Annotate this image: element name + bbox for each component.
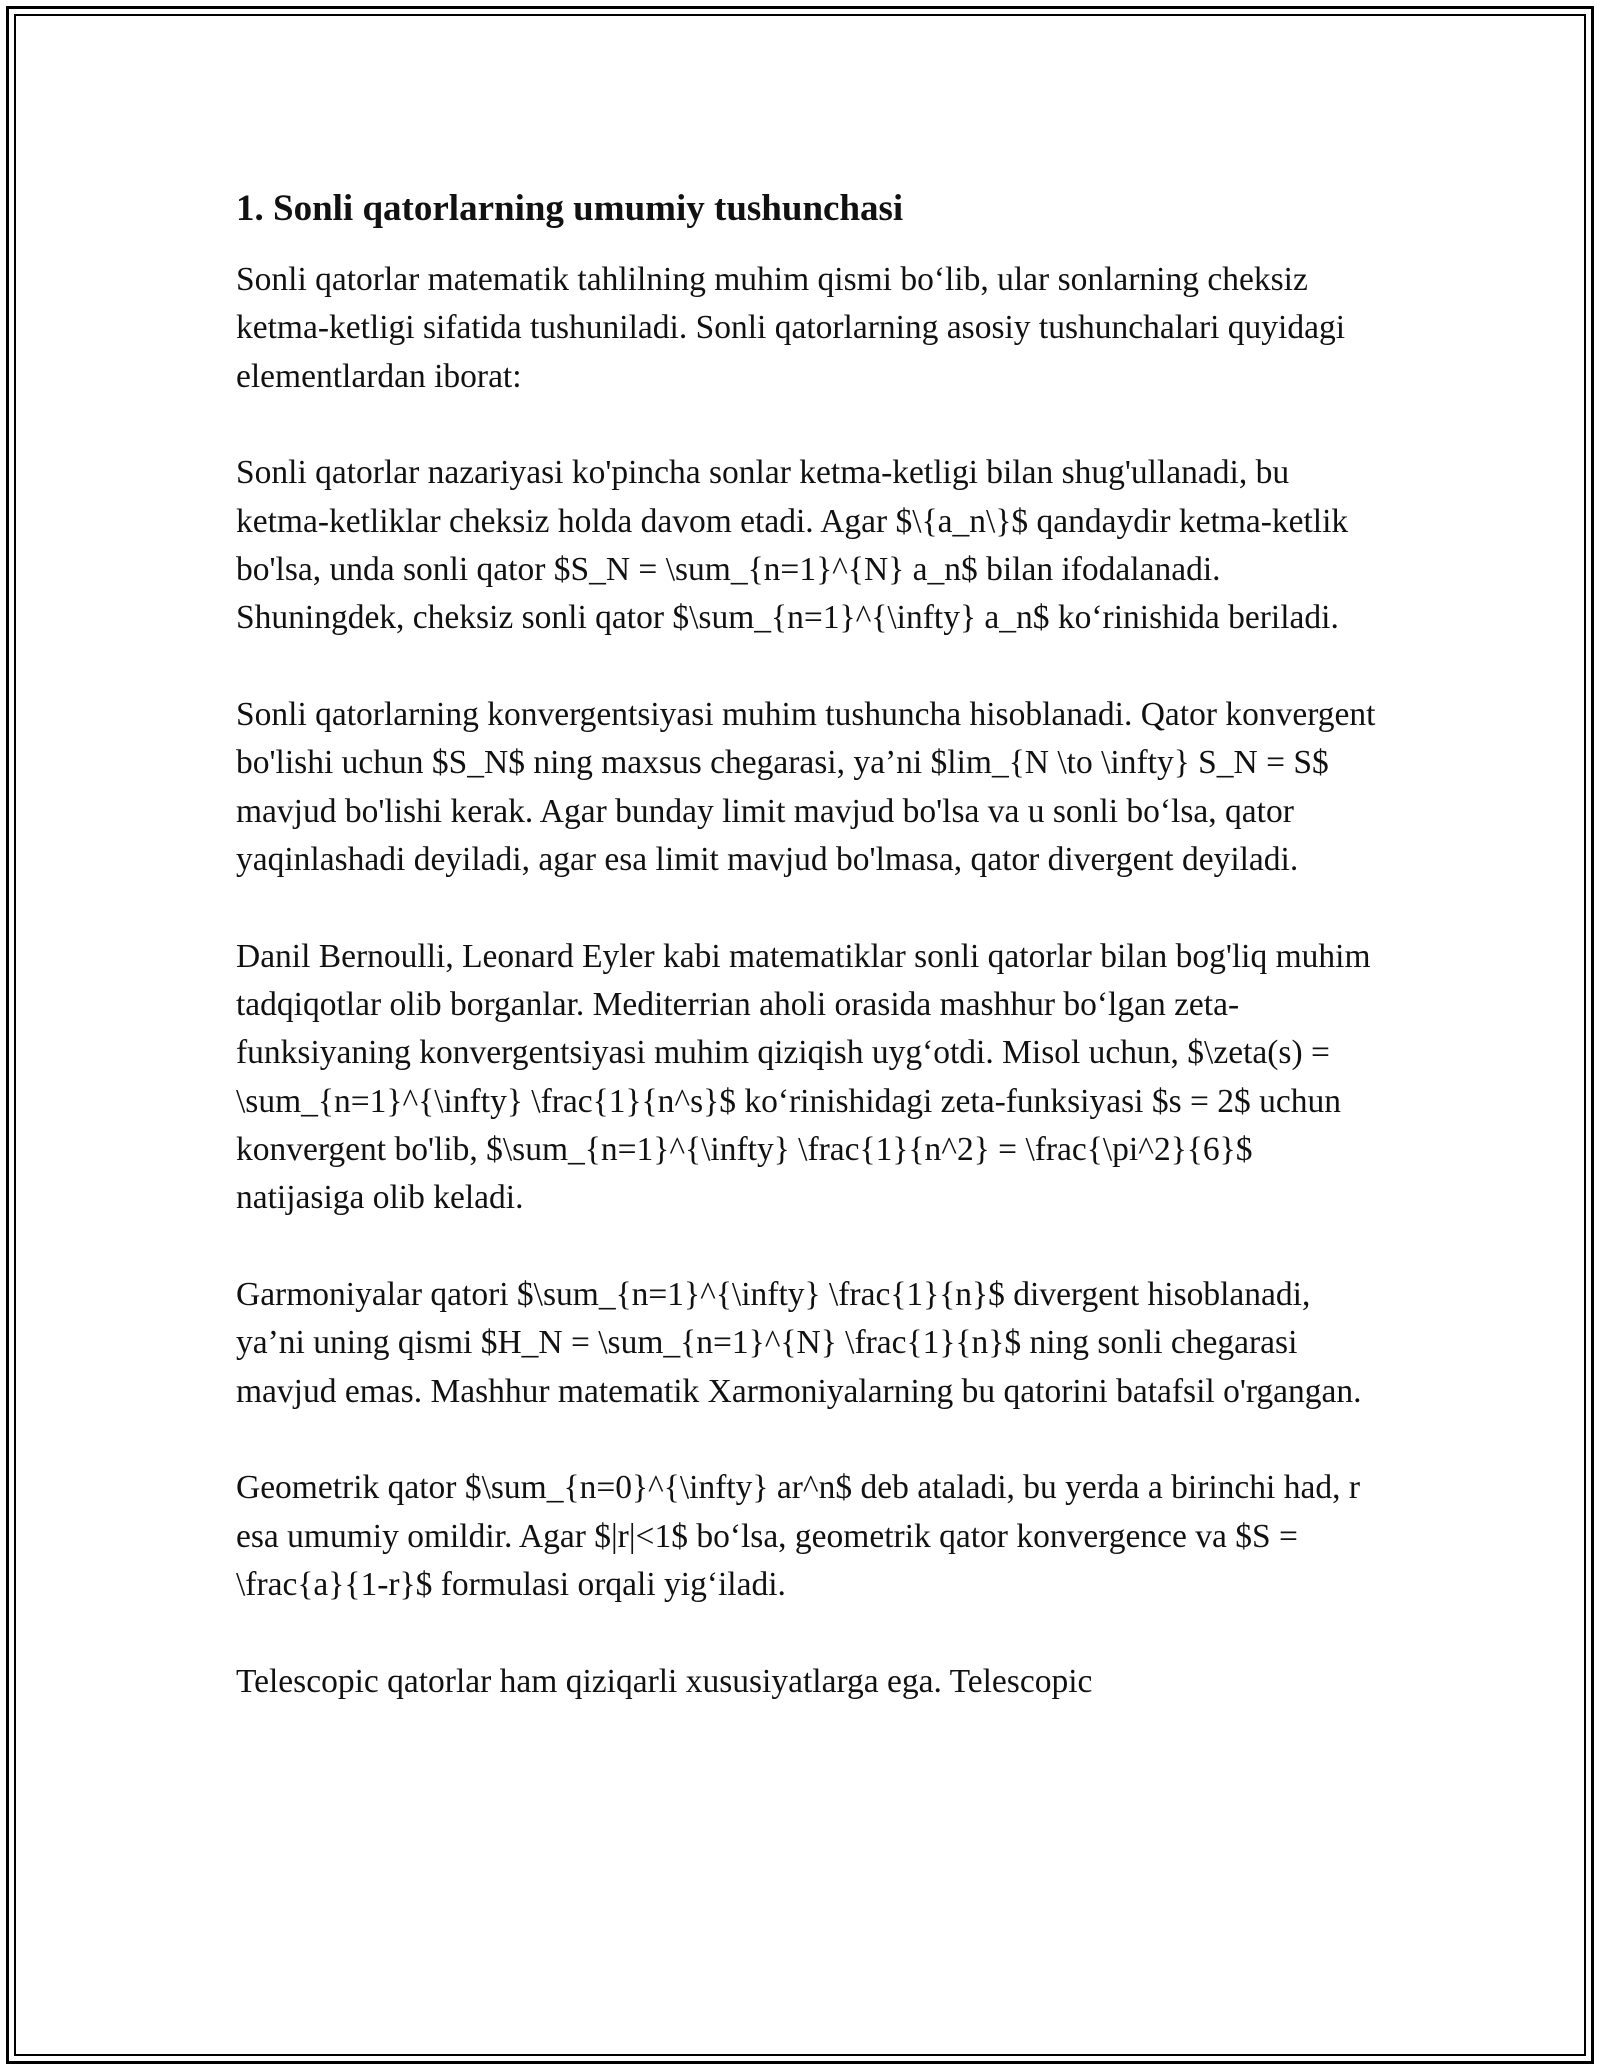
paragraph-intro: Sonli qatorlar matematik tahlilning muhim qismi bo‘lib, ular sonlarning cheksiz ketma-ketligi sifatida tushuniladi. Sonli qatorlarning asosiy tushunchalari quyidagi elementlardan iborat: — [236, 261, 1346, 395]
document-body — [236, 185, 1376, 1755]
paragraph-sequences: Sonli qatorlar nazariyasi ko'pincha sonlar ketma-ketligi bilan shug'ullanadi, bu ketma-ketliklar cheksiz holda davom etadi. Agar $\{a_n\}$ qandaydir ketma-ketlik bo'lsa, unda sonli qator $S_N = \sum_{n=1}^{N} a_n$ bilan ifodalanadi. Shuningdek, cheksiz sonli qator $\sum_{n=1}^{\infty} a_n$ ko‘rinishida beriladi. — [236, 454, 1349, 637]
paragraph-convergence: Sonli qatorlarning konvergentsiyasi muhim tushuncha hisoblanadi. Qator konvergent bo'lishi uchun $S_N$ ning maxsus chegarasi, ya’ni $lim_{N \to \infty} S_N = S$ mavjud bo'lishi kerak. Agar bunday limit mavjud bo'lsa va u sonli bo‘lsa, qator yaqinlashadi deyiladi, agar esa limit mavjud bo'lmasa, qator divergent deyiladi. — [236, 696, 1376, 878]
paragraph-telescopic: Telescopic qatorlar ham qiziqarli xususiyatlarga ega. Telescopic — [236, 1662, 1093, 1700]
paragraph-zeta-function: Danil Bernoulli, Leonard Eyler kabi matematiklar sonli qatorlar bilan bog'liq muhim tadqiqotlar olib borganlar. Mediterrian aholi orasida mashhur bo‘lgan zeta-funksiyaning konvergentsiyasi muhim qiziqish uyg‘otdi. Misol uchun, $\zeta(s) = \sum_{n=1}^{\infty} \frac{1}{n^s}$ ko‘rinishidagi zeta-funksiyasi $s = 2$ uchun konvergent bo'lib, $\sum_{n=1}^{\infty} \frac{1}{n^2} = \frac{\pi^2}{6}$ natijasiga olib keladi. — [236, 937, 1371, 1217]
paragraph-geometric-series: Geometrik qator $\sum_{n=0}^{\infty} ar^n$ deb ataladi, bu yerda a birinchi had, r esa umumiy omildir. Agar $|r|<1$ bo‘lsa, geometrik qator konvergence va $S = \frac{a}{1-r}$ formulasi orqali yig‘iladi. — [236, 1469, 1361, 1604]
section-heading: 1. Sonli qatorlarning umumiy tushunchasi — [236, 188, 904, 229]
paragraph-harmonic-series: Garmoniyalar qatori $\sum_{n=1}^{\infty} \frac{1}{n}$ divergent hisoblanadi, ya’ni uning qismi $H_N = \sum_{n=1}^{N} \frac{1}{n}$ ning sonli chegarasi mavjud emas. Mashhur matematik Xarmoniyalarning bu qatorini batafsil o'rgangan. — [236, 1276, 1362, 1410]
